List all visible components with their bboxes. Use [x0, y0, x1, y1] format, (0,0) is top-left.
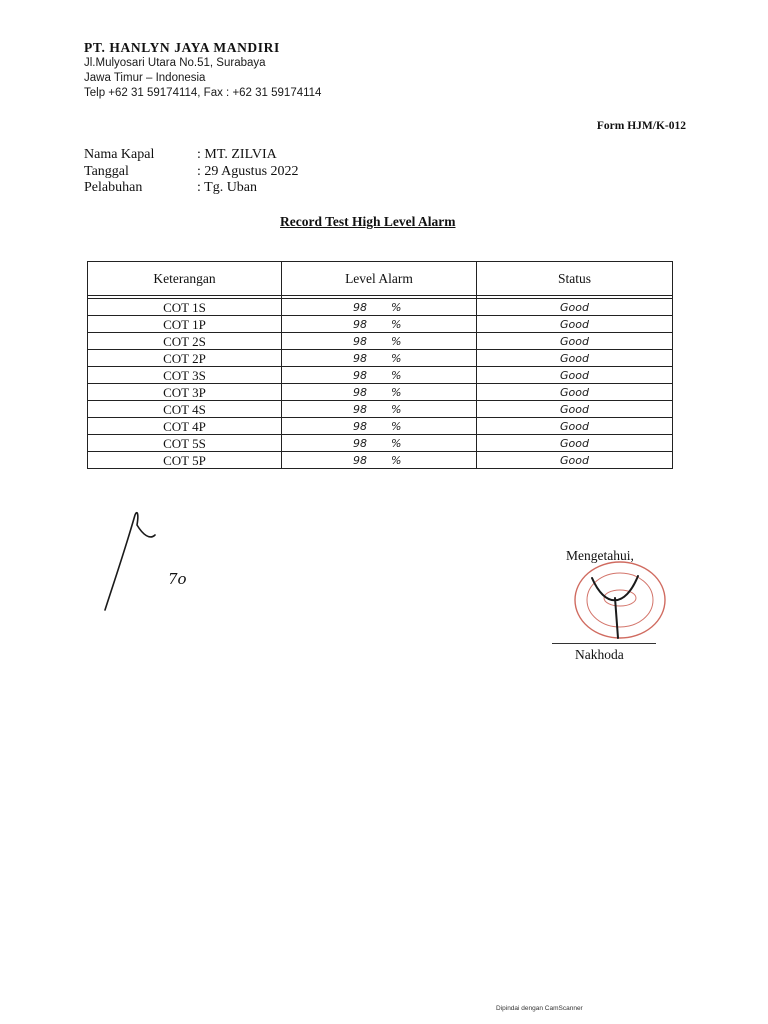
level-value: 98 [353, 403, 367, 416]
form-code: Form HJM/K-012 [596, 120, 686, 132]
cell-status [477, 418, 673, 435]
signature-line [552, 643, 656, 644]
level-value: 98 [353, 454, 367, 467]
column-header-keterangan: Keterangan [88, 262, 282, 296]
cell-status [477, 384, 673, 401]
cell-level [282, 367, 477, 384]
status-value: Good [560, 352, 589, 365]
cell-level [282, 384, 477, 401]
meta-label: Nama Kapal [84, 147, 155, 162]
cell-status [477, 452, 673, 469]
meta-value: : 29 Agustus 2022 [197, 164, 299, 179]
meta-label: Pelabuhan [84, 180, 143, 195]
level-value: 98 [353, 437, 367, 450]
cell-keterangan: COT 3S [88, 367, 282, 384]
cell-level [282, 350, 477, 367]
cell-level [282, 316, 477, 333]
table-row [88, 401, 673, 418]
signatory-role: Nakhoda [575, 647, 624, 662]
meta-value: : Tg. Uban [197, 180, 258, 195]
meta-row-port [84, 180, 257, 196]
table-row [88, 435, 673, 452]
cell-level [282, 299, 477, 316]
company-contact: Telp +62 31 59174114, Fax : +62 31 59174114 [84, 87, 322, 99]
level-unit: % [391, 454, 402, 467]
level-unit: % [391, 369, 402, 382]
cell-status [477, 299, 673, 316]
cell-keterangan: COT 5P [88, 452, 282, 469]
level-unit: % [391, 403, 402, 416]
table-row [88, 384, 673, 401]
cell-level [282, 418, 477, 435]
cell-level [282, 401, 477, 418]
cell-status [477, 435, 673, 452]
column-header-status: Status [477, 262, 673, 296]
status-value: Good [560, 403, 589, 416]
status-value: Good [560, 369, 589, 382]
table-row [88, 333, 673, 350]
status-value: Good [560, 335, 589, 348]
document-title: Record Test High Level Alarm [280, 214, 456, 229]
meta-label: Tanggal [84, 164, 129, 179]
level-unit: % [391, 352, 402, 365]
level-unit: % [391, 318, 402, 331]
cell-status [477, 333, 673, 350]
level-unit: % [391, 437, 402, 450]
cell-status [477, 401, 673, 418]
cell-level [282, 333, 477, 350]
level-value: 98 [353, 386, 367, 399]
scanner-footer: Dipindai dengan CamScanner [496, 1005, 583, 1012]
status-value: Good [560, 301, 589, 314]
level-value: 98 [353, 420, 367, 433]
status-value: Good [560, 318, 589, 331]
level-value: 98 [353, 318, 367, 331]
cell-keterangan: COT 3P [88, 384, 282, 401]
cell-keterangan: COT 1S [88, 299, 282, 316]
alarm-record-table [87, 261, 673, 469]
cell-keterangan: COT 2S [88, 333, 282, 350]
level-unit: % [391, 335, 402, 348]
cell-keterangan: COT 2P [88, 350, 282, 367]
cell-keterangan: COT 5S [88, 435, 282, 452]
cell-level [282, 435, 477, 452]
cell-keterangan: COT 4P [88, 418, 282, 435]
cell-status [477, 350, 673, 367]
table-row [88, 350, 673, 367]
company-name: PT. HANLYN JAYA MANDIRI [84, 40, 280, 55]
cell-status [477, 367, 673, 384]
table-row [88, 299, 673, 316]
meta-row-date [84, 164, 299, 180]
cell-keterangan: COT 4S [88, 401, 282, 418]
status-value: Good [560, 420, 589, 433]
company-address-line1: Jl.Mulyosari Utara No.51, Surabaya [84, 57, 266, 69]
level-value: 98 [353, 301, 367, 314]
status-value: Good [560, 437, 589, 450]
meta-row-ship [84, 147, 277, 163]
status-value: Good [560, 386, 589, 399]
column-header-level-alarm: Level Alarm [282, 262, 477, 296]
level-value: 98 [353, 369, 367, 382]
company-stamp [570, 558, 670, 643]
level-unit: % [391, 301, 402, 314]
cell-keterangan: COT 1P [88, 316, 282, 333]
table-row [88, 316, 673, 333]
level-value: 98 [353, 352, 367, 365]
left-signature-mark: 7o [168, 570, 187, 588]
table-row [88, 367, 673, 384]
status-value: Good [560, 454, 589, 467]
cell-status [477, 316, 673, 333]
company-address-line2: Jawa Timur – Indonesia [84, 72, 206, 84]
level-unit: % [391, 386, 402, 399]
meta-value: : MT. ZILVIA [197, 147, 277, 162]
table-row [88, 452, 673, 469]
left-signature [95, 505, 165, 615]
cell-level [282, 452, 477, 469]
table-row [88, 418, 673, 435]
approved-label: Mengetahui, [566, 548, 634, 563]
level-unit: % [391, 420, 402, 433]
level-value: 98 [353, 335, 367, 348]
